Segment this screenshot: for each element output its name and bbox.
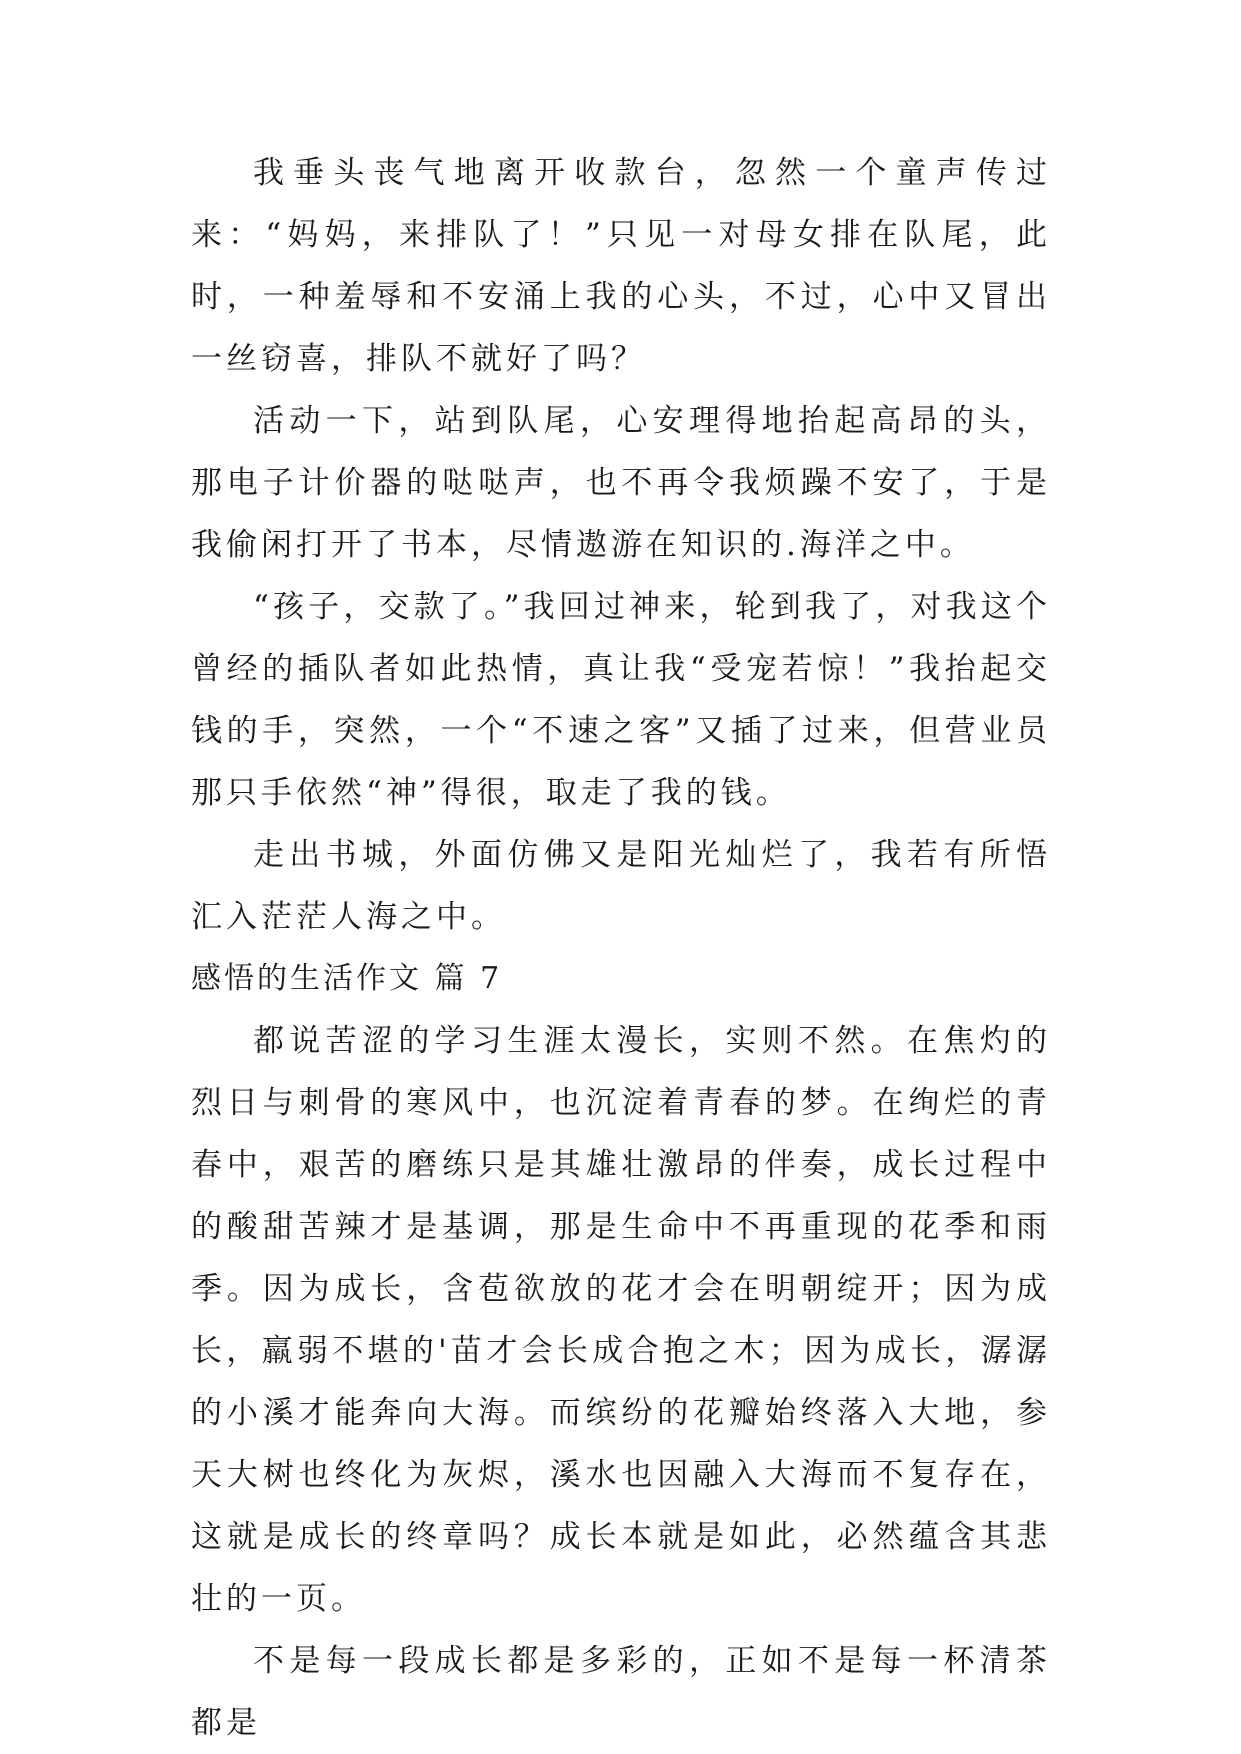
paragraph-growth: 都说苦涩的学习生涯太漫长，实则不然。在焦灼的烈日与刺骨的寒风中，也沉淀着青春的梦。在绚烂的青春中，艰苦的磨练只是其雄壮激昂的伴奏，成长过程中的酸甜苦辣才是基调，那是生命中不再重现的花季和雨季。因为成长，含苞欲放的花才会在明朝绽开；因为成长，羸弱不堪的'苗才会长成合抱之木；因为成长，潺潺的小溪才能奔向大海。而缤纷的花瓣始终落入大地，参天大树也终化为灰烬，溪水也因融入大海而不复存在，这就是成长的终章吗？成长本就是如此，必然蕴含其悲壮的一页。 — [191, 1023, 1051, 1617]
paragraph-queue-tail: 活动一下，站到队尾，心安理得地抬起高昂的头，那电子计价器的哒哒声，也不再令我烦躁不安了，于是我偷闲打开了书本，尽情遨游在知识的.海洋之中。 — [191, 403, 1051, 563]
section-title: 感悟的生活作文 篇 7 — [191, 961, 503, 996]
paragraph-payment: “孩子，交款了。”我回过神来，轮到我了，对我这个曾经的插队者如此热情，真让我“受宠若惊！”我抬起交钱的手，突然，一个“不速之客”又插了过来，但营业员那只手依然“神”得很，取走了我的钱。 — [191, 589, 1051, 811]
paragraph-leaving: 走出书城，外面仿佛又是阳光灿烂了，我若有所悟汇入茫茫人海之中。 — [191, 837, 1051, 935]
document-page — [191, 142, 1051, 1754]
paragraph-growth-continued: 不是每一段成长都是多彩的，正如不是每一杯清茶都是 — [191, 1643, 1051, 1741]
paragraph-checkout-queue: 我垂头丧气地离开收款台，忽然一个童声传过来：“妈妈，来排队了！”只见一对母女排在队尾，此时，一种羞辱和不安涌上我的心头，不过，心中又冒出一丝窃喜，排队不就好了吗？ — [191, 155, 1051, 377]
